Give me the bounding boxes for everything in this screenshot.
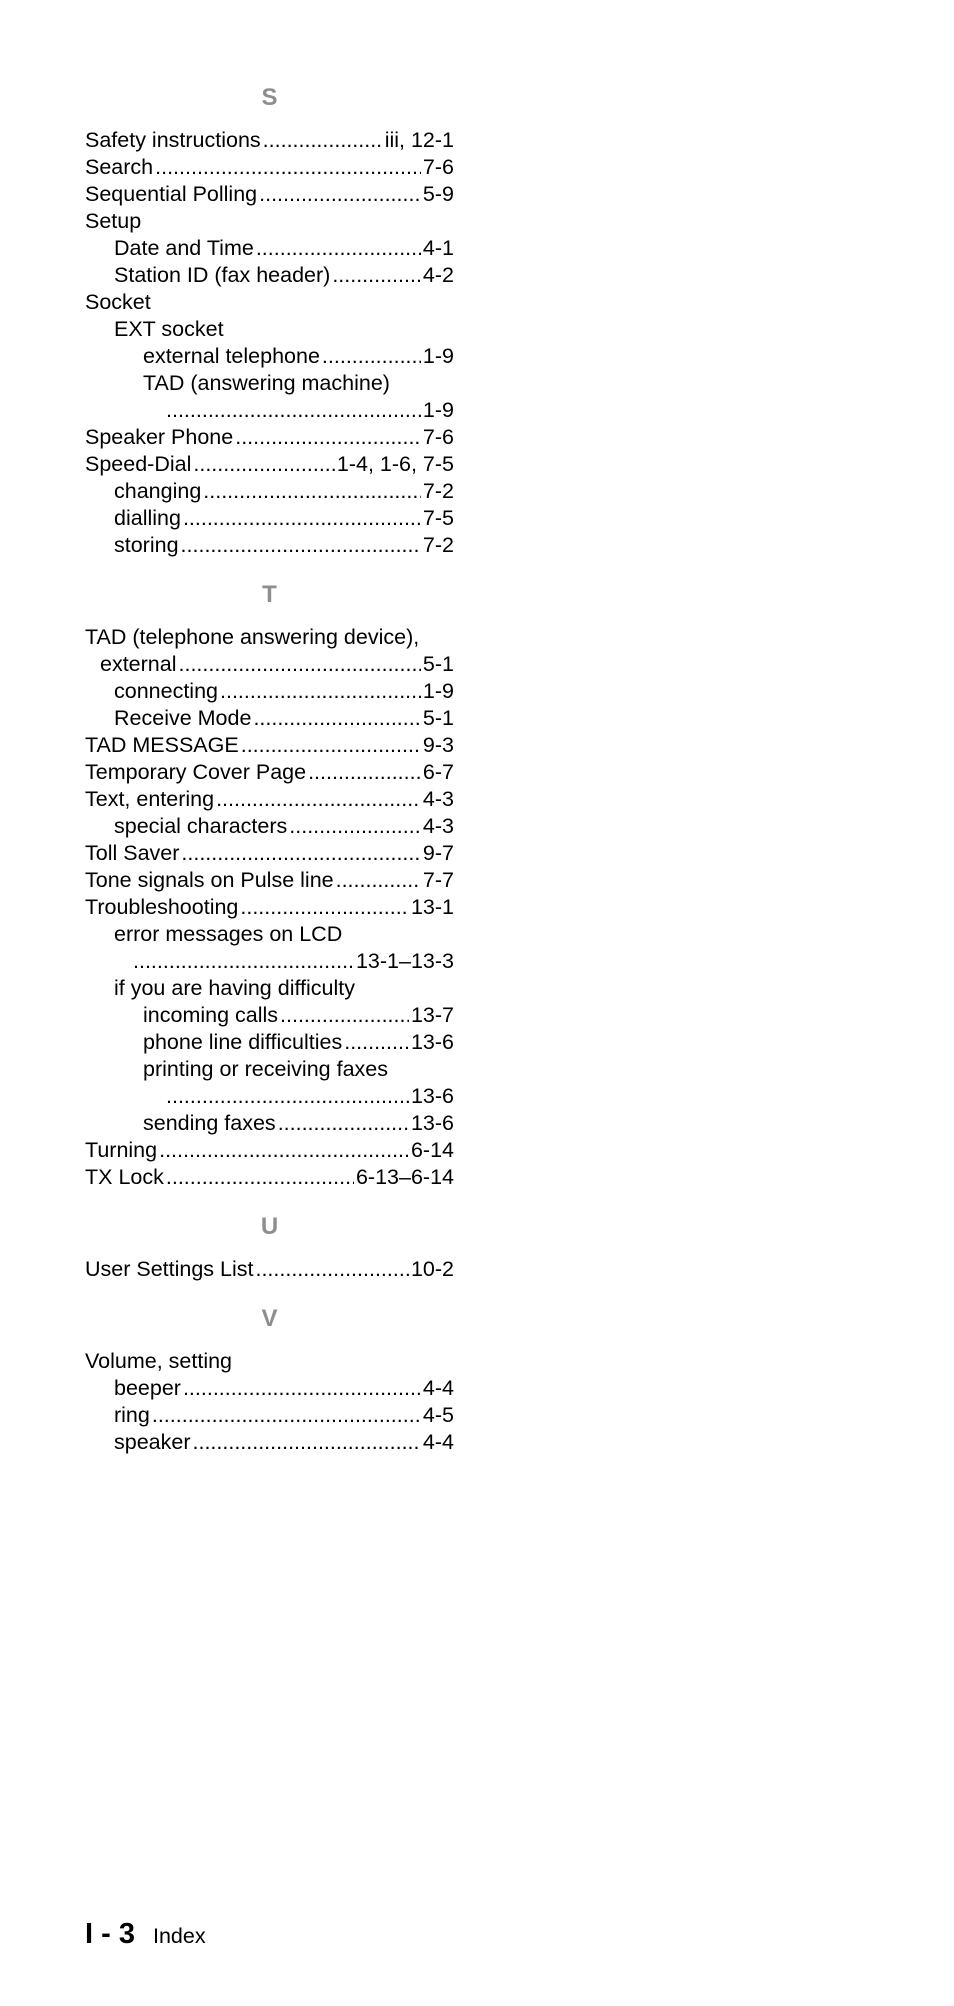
- index-entry-page: 6-13–6-14: [355, 1165, 454, 1189]
- dot-leader: [259, 181, 421, 208]
- dot-leader: [183, 1375, 421, 1402]
- index-entry-text: connecting: [114, 679, 218, 703]
- dot-leader: [193, 1429, 421, 1456]
- index-entry: [85, 235, 454, 262]
- index-entry-page: 1-9: [422, 398, 454, 422]
- dot-leader: [155, 154, 421, 181]
- index-entry-page: 7-6: [422, 425, 454, 449]
- index-entry-text: Receive Mode: [114, 706, 252, 730]
- dot-leader: [216, 786, 421, 813]
- index-entry-page: 4-4: [422, 1376, 454, 1400]
- dot-leader: [256, 235, 421, 262]
- index-entry-heading: printing or receiving faxes: [143, 1057, 388, 1081]
- index-entry-text: TAD MESSAGE: [85, 733, 239, 757]
- index-entry-text: external telephone: [143, 344, 320, 368]
- index-entry: [85, 678, 454, 705]
- dot-leader: [133, 948, 354, 975]
- index-entry: [85, 840, 454, 867]
- index-entry: [85, 397, 454, 424]
- index-entry: [85, 1402, 454, 1429]
- index-entry: [85, 505, 454, 532]
- index-entry-heading: Setup: [85, 209, 142, 233]
- section-gap: [85, 1191, 454, 1213]
- page-footer: [85, 1918, 206, 1951]
- index-entry-page: 5-9: [422, 182, 454, 206]
- dot-leader: [289, 813, 421, 840]
- index-entry: [85, 1029, 454, 1056]
- index-entry: [85, 786, 454, 813]
- index-entry: [85, 532, 454, 559]
- dot-leader: [166, 397, 421, 424]
- index-letter-heading: U: [260, 1213, 279, 1240]
- index-entry-text: beeper: [114, 1376, 181, 1400]
- index-entry-text: dialling: [114, 506, 181, 530]
- dot-leader: [166, 1164, 354, 1191]
- index-entry-page: 7-2: [422, 533, 454, 557]
- index-entry-text: Date and Time: [114, 236, 254, 260]
- index-entry-page: 1-9: [422, 679, 454, 703]
- index-entry-heading: Socket: [85, 290, 151, 314]
- index-entry: [85, 127, 454, 154]
- index-entry-page: 7-2: [422, 479, 454, 503]
- index-entry-page: 1-4, 1-6, 7-5: [336, 452, 454, 476]
- dot-leader: [220, 678, 421, 705]
- dot-leader: [255, 1256, 408, 1283]
- footer-label: Index: [152, 1924, 206, 1948]
- index-entry-text: changing: [114, 479, 202, 503]
- index-entry-heading: Volume, setting: [85, 1349, 233, 1373]
- index-entry-page: 9-3: [422, 733, 454, 757]
- index-entry-page: 7-6: [422, 155, 454, 179]
- index-entry-page: 6-7: [422, 760, 454, 784]
- dot-leader: [278, 1110, 409, 1137]
- dot-leader: [152, 1402, 421, 1429]
- index-entry: [85, 813, 454, 840]
- index-entry: [85, 1164, 454, 1191]
- dot-leader: [181, 532, 421, 559]
- index-entry: [85, 1110, 454, 1137]
- dot-leader: [241, 732, 421, 759]
- index-entry-page: iii, 12-1: [384, 128, 454, 152]
- index-entry-page: 4-5: [422, 1403, 454, 1427]
- index-entry-text: Safety instructions: [85, 128, 261, 152]
- index-entry: [85, 343, 454, 370]
- dot-leader: [159, 1137, 409, 1164]
- index-entry-text: storing: [114, 533, 179, 557]
- index-entry-page: 13-6: [410, 1084, 454, 1108]
- index-entry-page: 4-4: [422, 1430, 454, 1454]
- dot-leader: [166, 1083, 409, 1110]
- index-entry-text: Search: [85, 155, 154, 179]
- index-entry-text: incoming calls: [143, 1003, 279, 1027]
- dot-leader: [181, 840, 421, 867]
- dot-leader: [344, 1029, 409, 1056]
- index-entry-text: Temporary Cover Page: [85, 760, 307, 784]
- index-entry-text: special characters: [114, 814, 288, 838]
- index-entry-text: Text, entering: [85, 787, 215, 811]
- index-entry-page: 5-1: [422, 706, 454, 730]
- index-entry-text: Toll Saver: [85, 841, 180, 865]
- index-entry-text: Speed-Dial: [85, 452, 192, 476]
- index-entry-heading: error messages on LCD: [114, 922, 343, 946]
- index-entry: [85, 705, 454, 732]
- index-entry: [85, 451, 454, 478]
- index-entry: [85, 181, 454, 208]
- index-letter-heading: V: [261, 1305, 278, 1332]
- index-entry-page: 5-1: [422, 652, 454, 676]
- dot-leader: [332, 262, 421, 289]
- index-entry-page: 13-6: [410, 1030, 454, 1054]
- dot-leader: [336, 867, 421, 894]
- index-entry-text: sending faxes: [143, 1111, 276, 1135]
- index-entry: [85, 651, 454, 678]
- index-entry: [85, 732, 454, 759]
- index-entry-page: 13-1–13-3: [355, 949, 454, 973]
- index-entry-heading: EXT socket: [114, 317, 224, 341]
- index-entry: [85, 154, 454, 181]
- dot-leader: [240, 894, 409, 921]
- index-entry: [85, 262, 454, 289]
- index-entry: [85, 1137, 454, 1164]
- index-entry-text: TX Lock: [85, 1165, 164, 1189]
- index-entry-page: 9-7: [422, 841, 454, 865]
- index-entry-text: speaker: [114, 1430, 191, 1454]
- index-letter-heading: S: [261, 84, 278, 111]
- index-entry-page: 10-2: [410, 1257, 454, 1281]
- index-entry-heading: TAD (telephone answering device),: [85, 625, 420, 649]
- index-entry-heading: TAD (answering machine): [143, 371, 390, 395]
- dot-leader: [322, 343, 421, 370]
- index-entry: [85, 894, 454, 921]
- index-entry: [85, 1429, 454, 1456]
- index-entry-page: 4-1: [422, 236, 454, 260]
- index-column: [85, 84, 454, 1456]
- index-entry: [85, 1083, 454, 1110]
- dot-leader: [183, 505, 421, 532]
- dot-leader: [253, 705, 420, 732]
- index-entry-text: Station ID (fax header): [114, 263, 331, 287]
- index-entry: [85, 1002, 454, 1029]
- index-entry-page: 7-5: [422, 506, 454, 530]
- index-entry: [85, 759, 454, 786]
- index-entry: [85, 1375, 454, 1402]
- index-entry-page: 13-6: [410, 1111, 454, 1135]
- index-entry-text: Sequential Polling: [85, 182, 258, 206]
- index-entry-page: 4-3: [422, 787, 454, 811]
- index-entry-page: 13-7: [410, 1003, 454, 1027]
- index-entry-page: 4-3: [422, 814, 454, 838]
- dot-leader: [308, 759, 421, 786]
- dot-leader: [179, 651, 421, 678]
- section-gap: [85, 1283, 454, 1305]
- dot-leader: [235, 424, 421, 451]
- index-entry-text: phone line difficulties: [143, 1030, 343, 1054]
- index-entry: [85, 478, 454, 505]
- index-entry-page: 4-2: [422, 263, 454, 287]
- index-entry-page: 7-7: [422, 868, 454, 892]
- index-entry-heading: if you are having difficulty: [114, 976, 356, 1000]
- index-entry-page: 1-9: [422, 344, 454, 368]
- index-entry-text: Troubleshooting: [85, 895, 239, 919]
- index-entry: [85, 424, 454, 451]
- footer-page-number: I - 3: [85, 1918, 135, 1950]
- index-entry-text: ring: [114, 1403, 150, 1427]
- index-entry-page: 6-14: [410, 1138, 454, 1162]
- dot-leader: [193, 451, 335, 478]
- index-letter-heading: T: [262, 581, 277, 608]
- index-entry: [85, 948, 454, 975]
- index-entry-text: Tone signals on Pulse line: [85, 868, 334, 892]
- dot-leader: [263, 127, 383, 154]
- index-entry-text: external: [100, 652, 177, 676]
- dot-leader: [203, 478, 421, 505]
- index-entry: [85, 1256, 454, 1283]
- index-entry-text: Turning: [85, 1138, 158, 1162]
- index-entry-page: 13-1: [410, 895, 454, 919]
- dot-leader: [280, 1002, 409, 1029]
- section-gap: [85, 559, 454, 581]
- index-entry: [85, 867, 454, 894]
- index-entry-text: User Settings List: [85, 1257, 254, 1281]
- index-entry-text: Speaker Phone: [85, 425, 234, 449]
